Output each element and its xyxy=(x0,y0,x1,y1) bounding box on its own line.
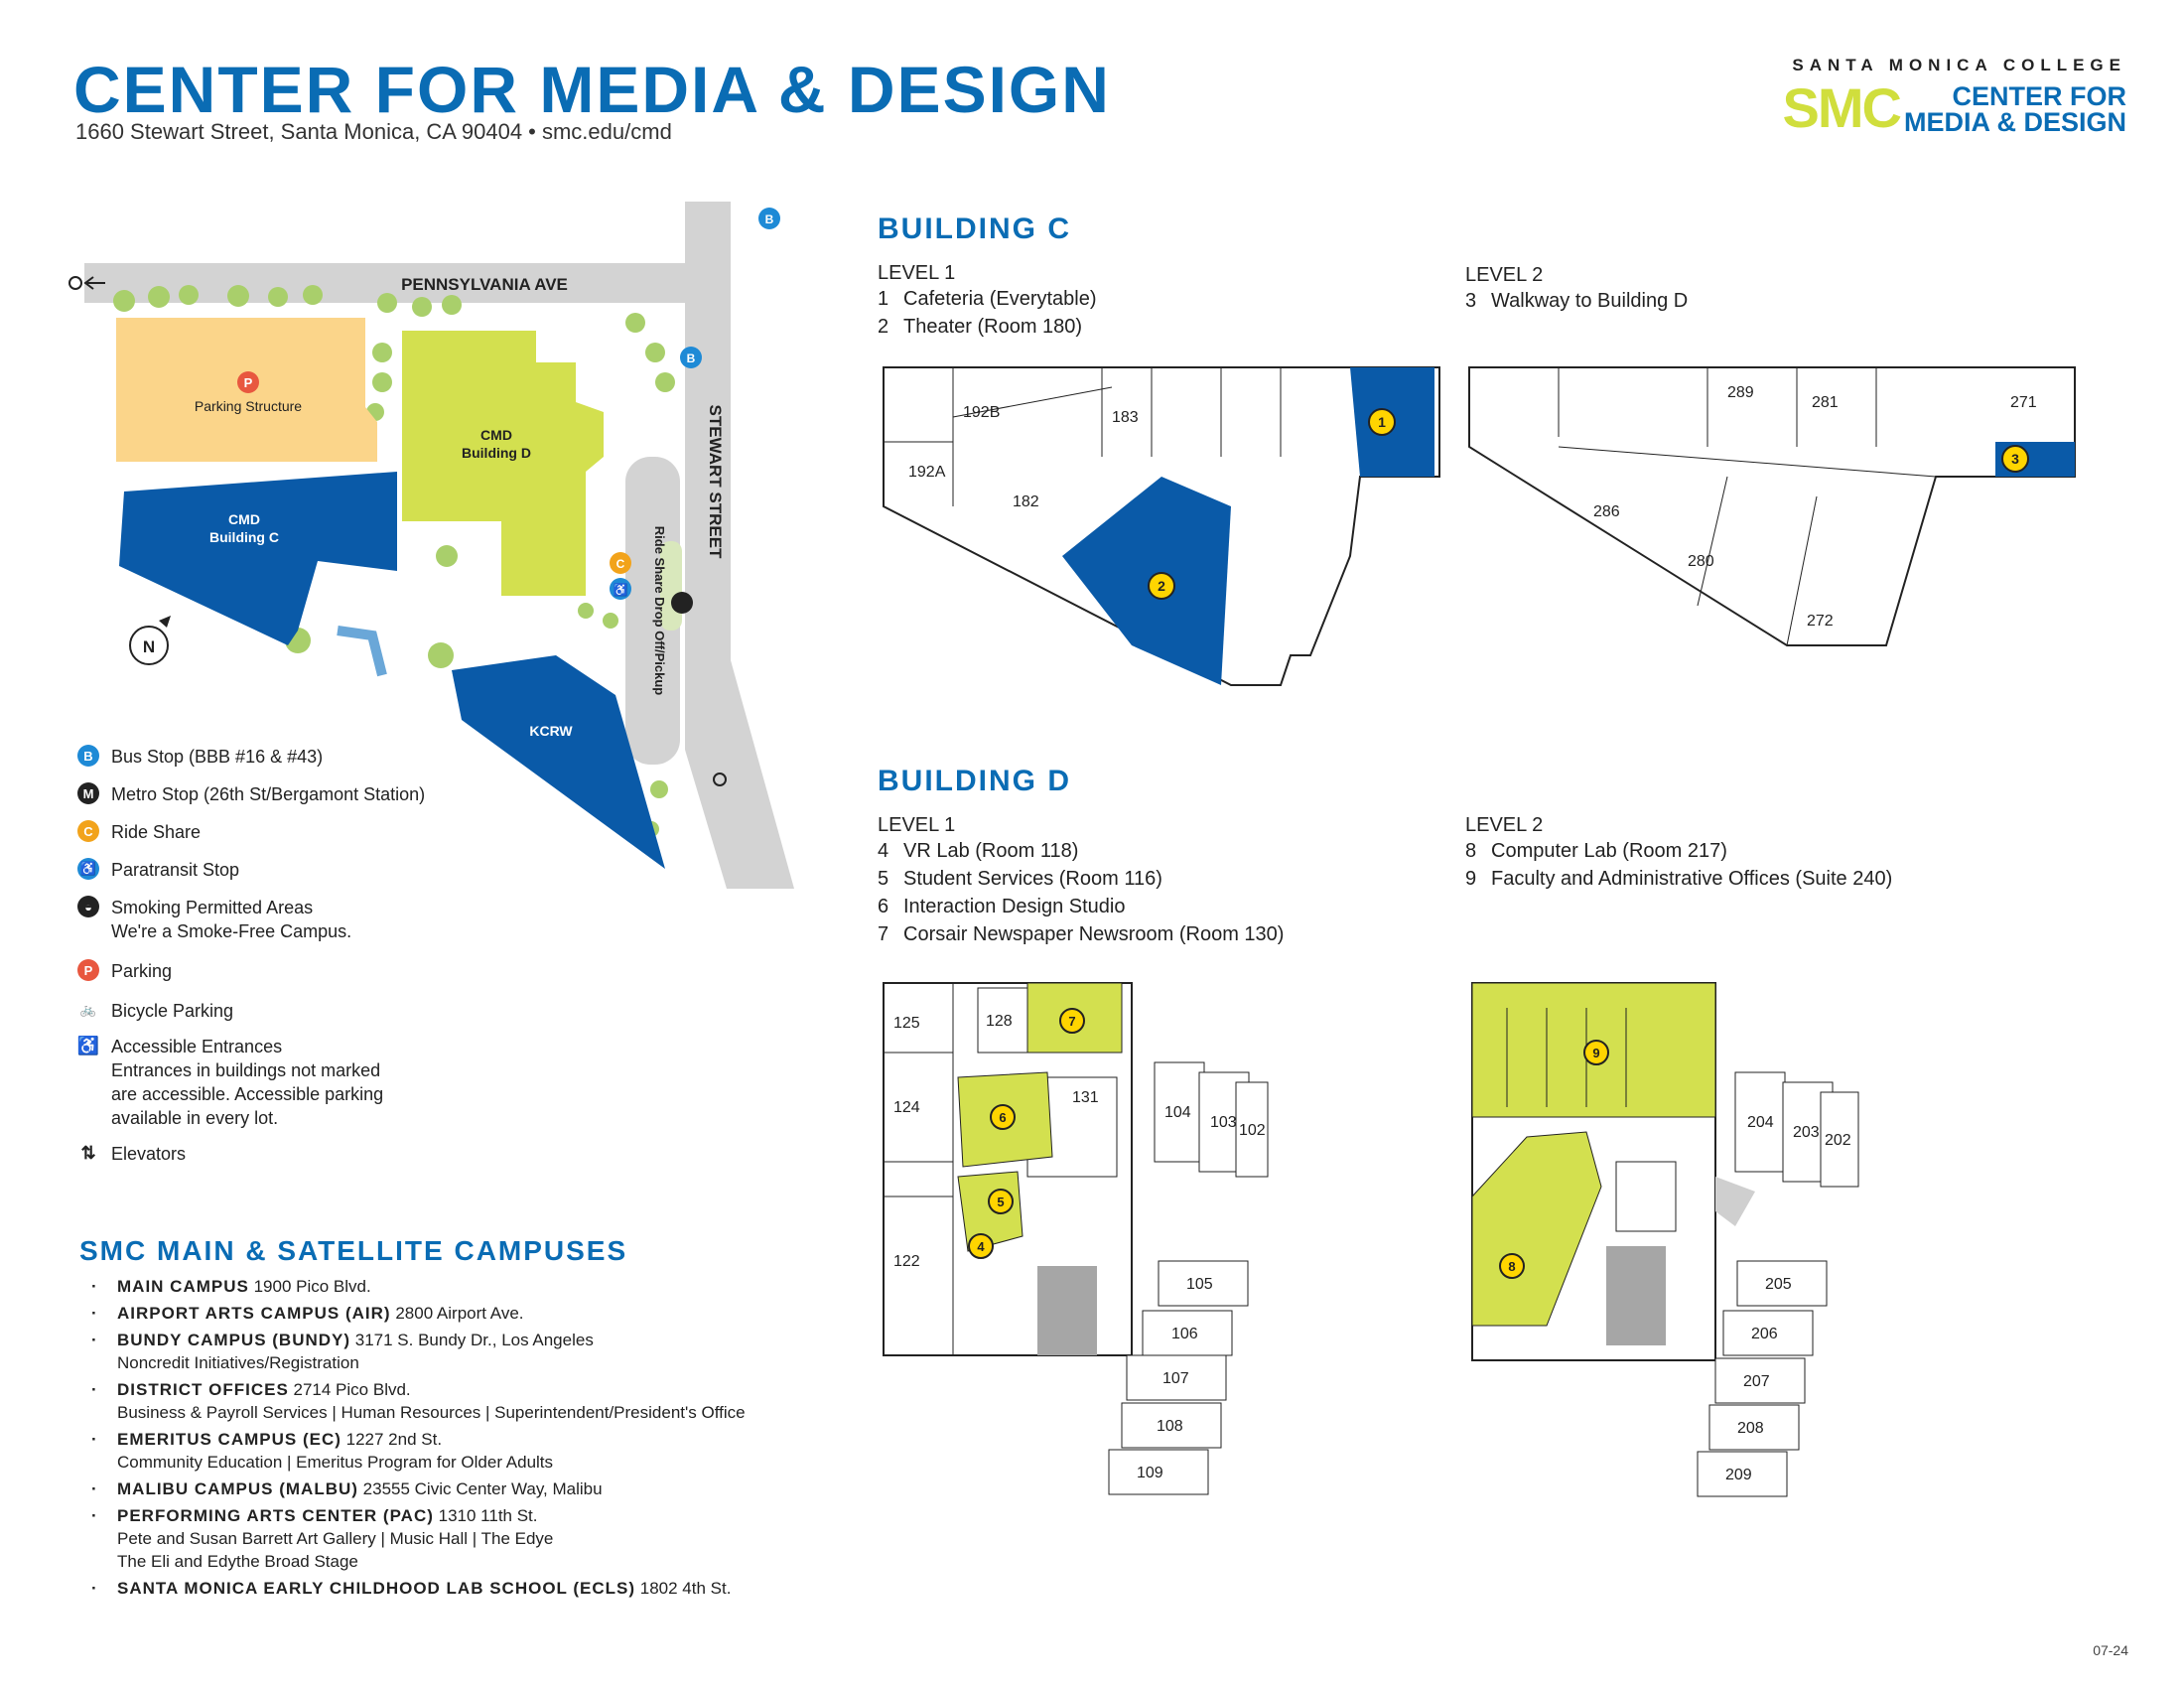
campus-item: · DISTRICT OFFICES 2714 Pico Blvd. Business & Payroll Services | Human Resources | Superintendent/President's Office xyxy=(87,1378,802,1424)
svg-text:102: 102 xyxy=(1239,1122,1266,1139)
svg-text:289: 289 xyxy=(1727,384,1754,401)
svg-text:124: 124 xyxy=(893,1099,920,1116)
svg-text:C: C xyxy=(615,557,625,571)
svg-text:8: 8 xyxy=(1508,1259,1516,1274)
parking-structure-label: Parking Structure xyxy=(194,398,303,414)
svg-text:Building C: Building C xyxy=(209,529,279,545)
building-c xyxy=(119,472,397,645)
bicycle-icon: 🚲 xyxy=(79,1002,97,1017)
svg-text:209: 209 xyxy=(1725,1467,1752,1483)
metro-icon xyxy=(69,277,81,289)
list-item: 6 Interaction Design Studio xyxy=(878,896,1126,917)
svg-text:106: 106 xyxy=(1171,1326,1198,1342)
building-c-title: BUILDING C xyxy=(878,212,1071,245)
list-item: 4 VR Lab (Room 118) xyxy=(878,840,1079,862)
campus-item: · MALIBU CAMPUS (MALBU) 23555 Civic Center Way, Malibu xyxy=(87,1477,802,1500)
building-d-level1-plan xyxy=(879,978,1276,1514)
service-core xyxy=(1037,1266,1097,1355)
building-c-level1-list: LEVEL 1 1 Cafeteria (Everytable) 2 Theater (Room 180) xyxy=(878,262,1097,341)
svg-text:281: 281 xyxy=(1812,394,1839,411)
legend-item-smoking: ◒ Smoking Permitted Areas We're a Smoke-Free Campus. xyxy=(77,896,351,943)
svg-text:N: N xyxy=(142,637,156,656)
water-feature xyxy=(338,631,382,675)
svg-text:208: 208 xyxy=(1737,1420,1764,1437)
building-c-level2-plan xyxy=(1459,357,2095,655)
svg-text:103: 103 xyxy=(1210,1114,1237,1131)
svg-text:7: 7 xyxy=(1068,1014,1076,1029)
building-d xyxy=(402,331,604,596)
legend-item-elevators: ⇅ Elevators xyxy=(77,1142,186,1166)
paratransit-icon: ♿ xyxy=(77,858,99,880)
legend-item-bicycle: 🚲 Bicycle Parking xyxy=(77,999,233,1023)
svg-text:272: 272 xyxy=(1807,613,1834,630)
revision-code: 07-24 xyxy=(2093,1642,2128,1658)
building-c-level2-list: LEVEL 2 3 Walkway to Building D xyxy=(1465,264,1688,315)
metro-icon: M xyxy=(77,782,99,804)
ride-share-label: Ride Share Drop Off/Pickup xyxy=(652,525,667,696)
stewart-street-label: STEWART STREET xyxy=(706,404,725,559)
bus-stop-icon: B xyxy=(77,745,99,767)
list-item: 1 Cafeteria (Everytable) xyxy=(878,288,1097,310)
svg-text:B: B xyxy=(686,352,696,365)
list-item: 3 Walkway to Building D xyxy=(1465,290,1689,312)
svg-text:108: 108 xyxy=(1157,1418,1183,1435)
svg-text:204: 204 xyxy=(1747,1114,1774,1131)
svg-text:122: 122 xyxy=(893,1253,920,1270)
svg-text:203: 203 xyxy=(1793,1124,1820,1141)
svg-text:183: 183 xyxy=(1112,409,1139,426)
logo-smc: SMC xyxy=(1782,76,1900,139)
campus-list xyxy=(87,1275,802,1604)
list-item: 7 Corsair Newspaper Newsroom (Room 130) xyxy=(878,923,1285,945)
address: 1660 Stewart Street, Santa Monica, CA 90404 • smc.edu/cmd xyxy=(75,119,672,144)
logo-line-1: CENTER FOR xyxy=(1952,81,2126,111)
legend-item-bus: B Bus Stop (BBB #16 & #43) xyxy=(77,745,323,769)
elevator-icon: ⇅ xyxy=(80,1142,96,1163)
campuses-title: SMC MAIN & SATELLITE CAMPUSES xyxy=(79,1235,628,1266)
svg-text:KCRW: KCRW xyxy=(529,723,573,739)
campus-item: · MAIN CAMPUS 1900 Pico Blvd. xyxy=(87,1275,802,1298)
svg-text:CMD: CMD xyxy=(228,511,260,527)
svg-text:207: 207 xyxy=(1743,1373,1770,1390)
page-title: CENTER FOR MEDIA & DESIGN xyxy=(73,53,1111,126)
svg-text:4: 4 xyxy=(977,1239,985,1254)
svg-text:280: 280 xyxy=(1688,553,1714,570)
svg-text:5: 5 xyxy=(997,1195,1005,1209)
campus-item: · AIRPORT ARTS CAMPUS (AIR) 2800 Airport Ave. xyxy=(87,1302,802,1325)
campus-item: · BUNDY CAMPUS (BUNDY) 3171 S. Bundy Dr., Los Angeles Noncredit Initiatives/Registration xyxy=(87,1329,802,1374)
smc-logo xyxy=(1769,56,2126,145)
pennsylvania-ave-label: PENNSYLVANIA AVE xyxy=(401,275,568,294)
svg-text:206: 206 xyxy=(1751,1326,1778,1342)
svg-text:286: 286 xyxy=(1593,503,1620,520)
list-item: 2 Theater (Room 180) xyxy=(878,316,1083,338)
svg-text:Building D: Building D xyxy=(462,445,531,461)
campus-item: · EMERITUS CAMPUS (EC) 1227 2nd St. Community Education | Emeritus Program for Older Adults xyxy=(87,1428,802,1474)
logo-college-name: SANTA MONICA COLLEGE xyxy=(1792,56,2126,74)
svg-text:6: 6 xyxy=(999,1110,1007,1125)
svg-text:1: 1 xyxy=(1378,414,1386,430)
svg-text:B: B xyxy=(764,212,774,226)
svg-text:CMD: CMD xyxy=(480,427,512,443)
svg-text:9: 9 xyxy=(1592,1046,1600,1060)
svg-text:271: 271 xyxy=(2010,394,2037,411)
building-d-level2-plan xyxy=(1467,978,1884,1514)
svg-text:131: 131 xyxy=(1072,1089,1099,1106)
legend-item-ride-share: C Ride Share xyxy=(77,820,201,844)
building-d-level2-list: LEVEL 2 8 Computer Lab (Room 217) 9 Faculty and Administrative Offices (Suite 240) xyxy=(1465,814,1892,893)
ride-share-icon: C xyxy=(77,820,99,842)
legend-item-accessible: ♿ Accessible Entrances Entrances in buildings not marked are accessible. Accessible parking available in every lot. xyxy=(76,1035,384,1128)
list-item: 8 Computer Lab (Room 217) xyxy=(1465,840,1727,862)
svg-text:205: 205 xyxy=(1765,1276,1792,1293)
building-d-level1-list: LEVEL 1 4 VR Lab (Room 118) 5 Student Services (Room 116) 6 Interaction Design Studio 7 Corsair Newspaper Newsroom (Room 130) xyxy=(878,814,1284,948)
campus-item: · SANTA MONICA EARLY CHILDHOOD LAB SCHOOL (ECLS) 1802 4th St. xyxy=(87,1577,802,1600)
svg-text:♿: ♿ xyxy=(613,583,628,597)
parking-icon: P xyxy=(77,959,99,981)
smoking-icon xyxy=(671,592,693,614)
legend-item-parking: P Parking xyxy=(77,959,172,983)
svg-text:105: 105 xyxy=(1186,1276,1213,1293)
svg-text:3: 3 xyxy=(2011,451,2019,467)
svg-text:109: 109 xyxy=(1137,1465,1163,1481)
legend-item-paratransit: ♿ Paratransit Stop xyxy=(77,858,239,882)
accessible-icon: ♿ xyxy=(76,1035,100,1055)
service-core xyxy=(1606,1246,1666,1345)
smoking-icon: ◒ xyxy=(77,896,99,917)
svg-text:202: 202 xyxy=(1825,1132,1851,1149)
svg-text:P: P xyxy=(243,375,253,390)
building-d-title: BUILDING D xyxy=(878,765,1071,797)
svg-text:192B: 192B xyxy=(963,404,1001,421)
legend-item-metro: M Metro Stop (26th St/Bergamont Station) xyxy=(77,782,425,806)
svg-text:192A: 192A xyxy=(908,464,946,481)
svg-text:125: 125 xyxy=(893,1015,920,1032)
logo-line-2: MEDIA & DESIGN xyxy=(1903,107,2126,137)
campus-item: · PERFORMING ARTS CENTER (PAC) 1310 11th St. Pete and Susan Barrett Art Gallery | Music Hall | The Edye The Eli and Edythe Broad Stage xyxy=(87,1504,802,1573)
svg-text:104: 104 xyxy=(1164,1104,1191,1121)
svg-text:107: 107 xyxy=(1162,1370,1189,1387)
list-item: 5 Student Services (Room 116) xyxy=(878,868,1162,890)
building-c-level1-plan xyxy=(874,357,1449,695)
svg-text:2: 2 xyxy=(1158,578,1165,594)
svg-text:128: 128 xyxy=(986,1013,1013,1030)
list-item: 9 Faculty and Administrative Offices (Suite 240) xyxy=(1465,868,1893,890)
svg-text:182: 182 xyxy=(1013,493,1039,510)
